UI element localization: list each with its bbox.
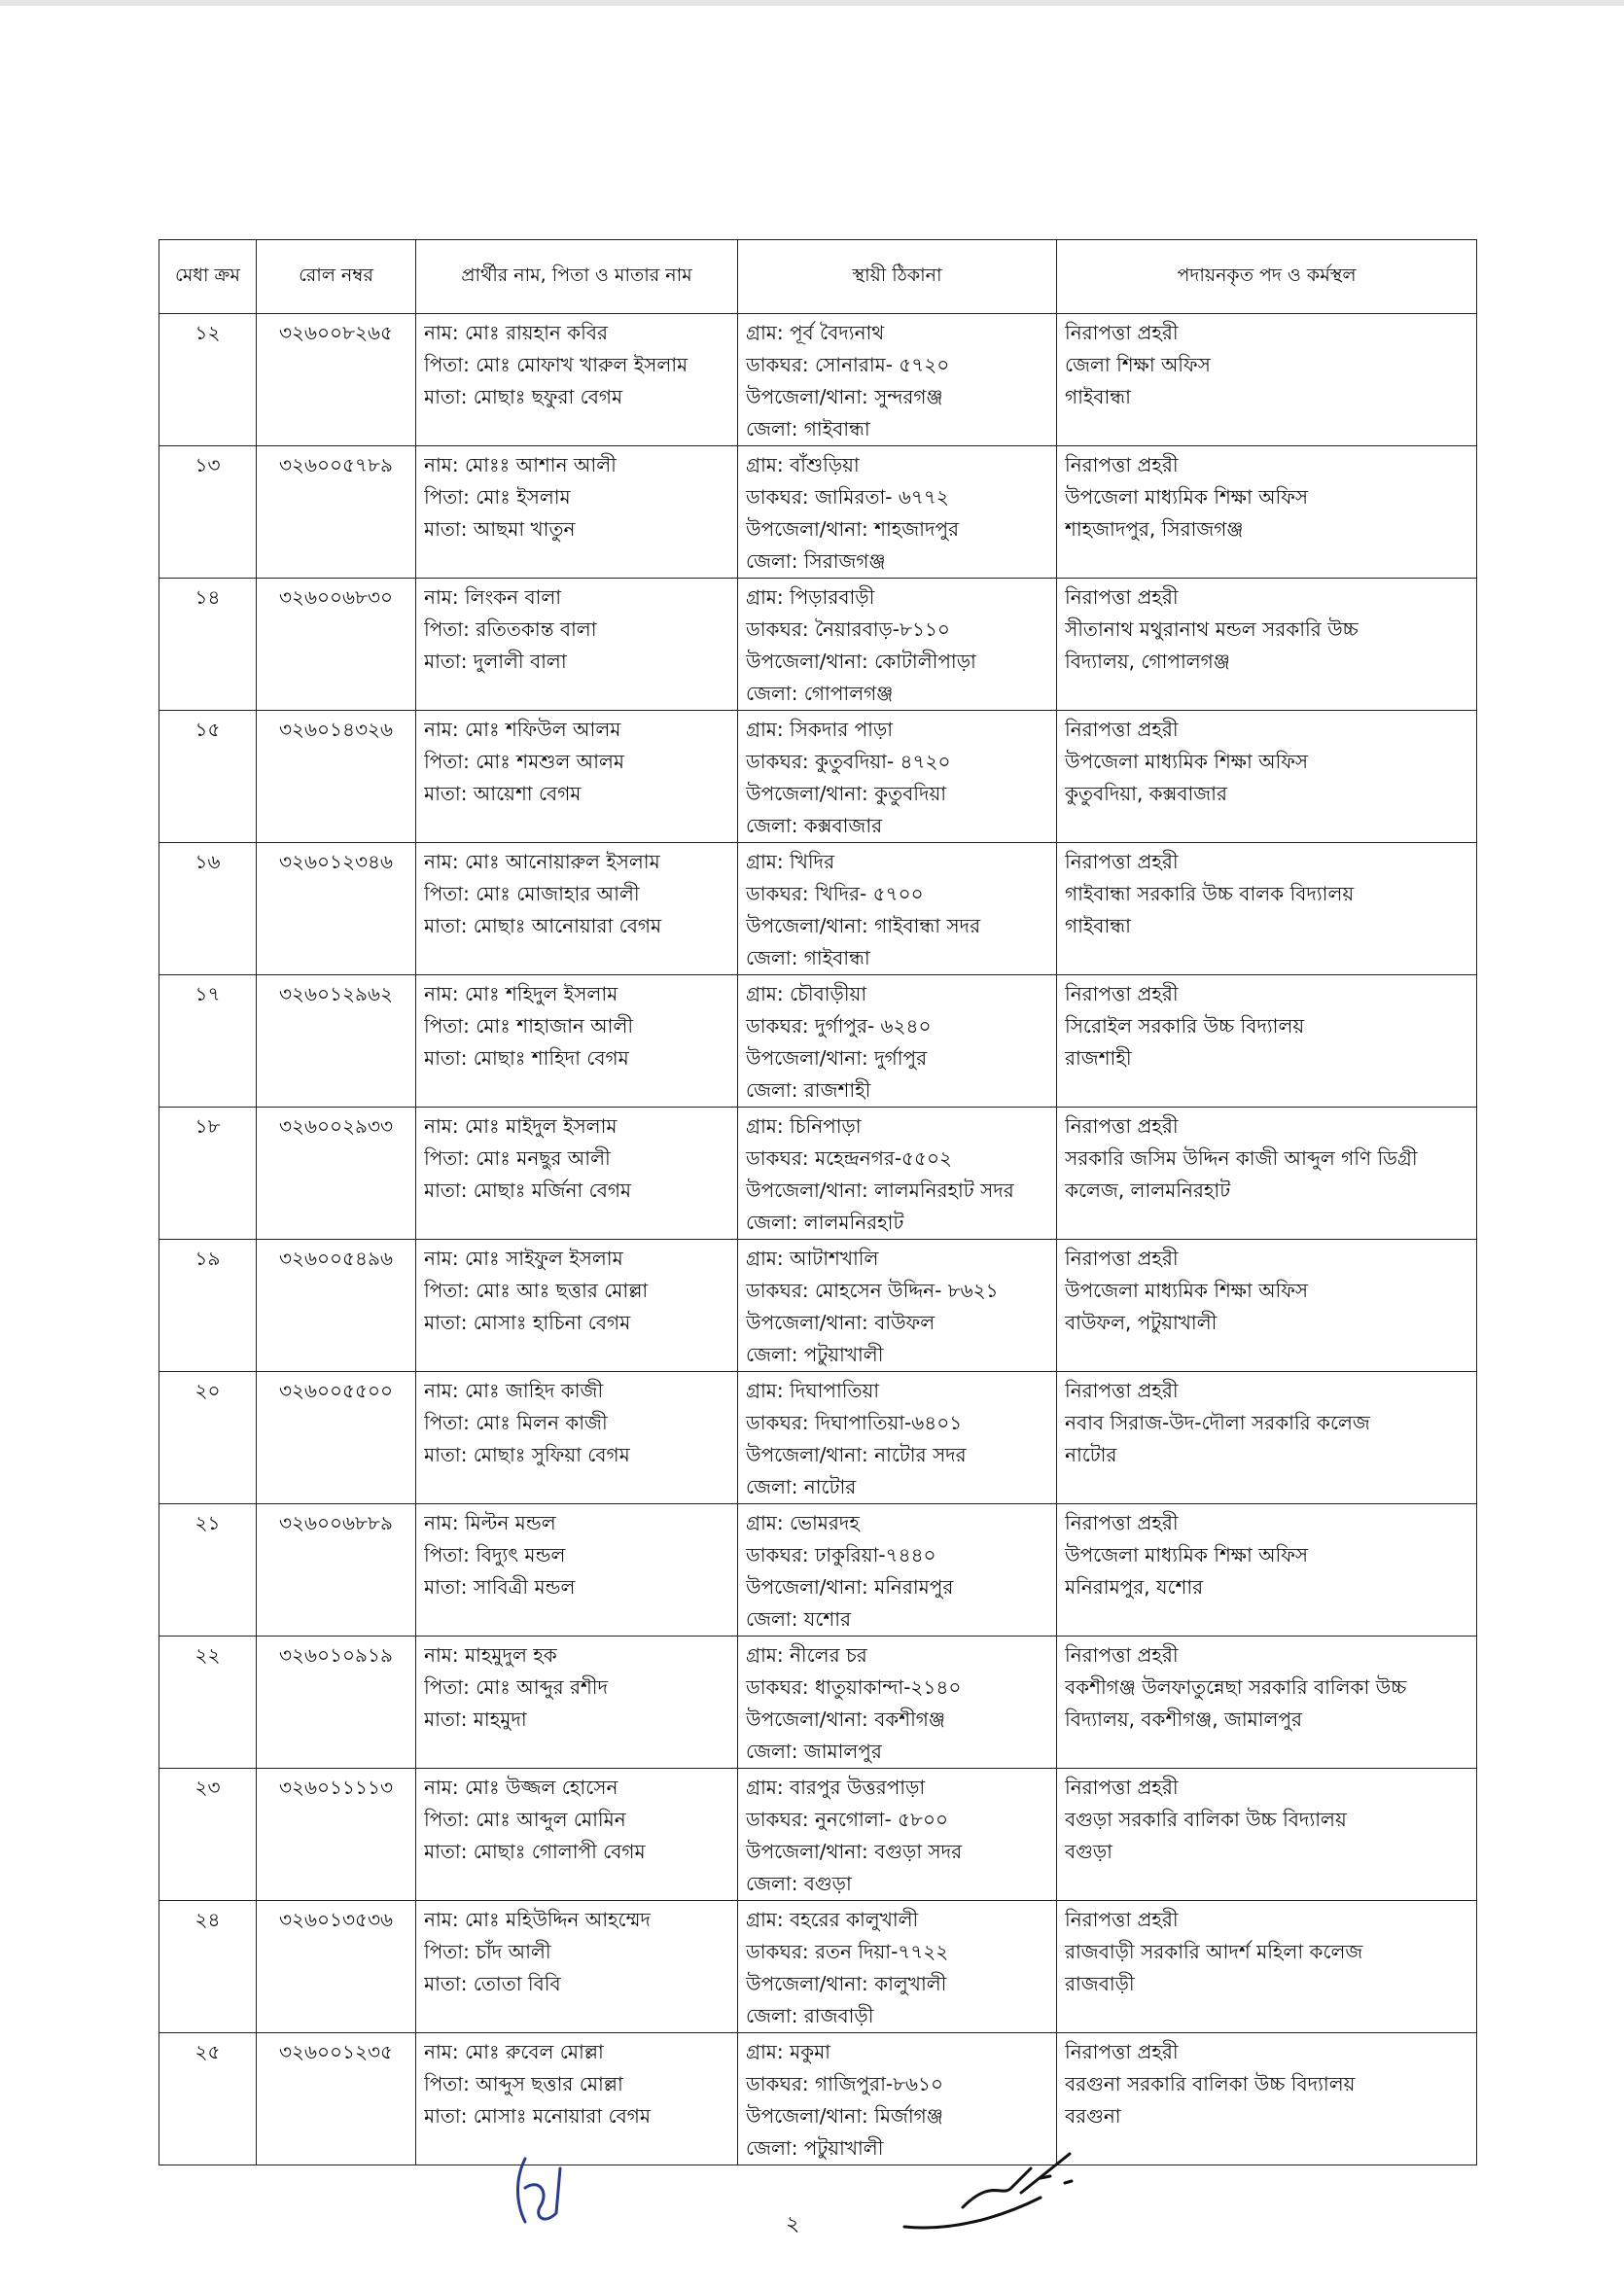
- address-line: গ্রাম: খিদির: [746, 850, 835, 873]
- posting-line: নিরাপত্তা প্রহরী: [1065, 982, 1179, 1005]
- address-line: জেলা: বগুড়া: [746, 1872, 852, 1895]
- address-line: জেলা: রাজশাহী: [746, 1078, 871, 1102]
- posting-line: উপজেলা মাধ্যমিক শিক্ষা অফিস: [1065, 1279, 1309, 1302]
- address-line: ডাকঘর: খিদির- ৫৭০০: [746, 882, 924, 905]
- table-header-row: [159, 240, 1477, 314]
- posting-line: বগুড়া সরকারি বালিকা উচ্চ বিদ্যালয়: [1065, 1808, 1347, 1831]
- address-line: ডাকঘর: দুর্গাপুর- ৬২৪০: [746, 1014, 932, 1038]
- address-line: গ্রাম: ভোমরদহ: [746, 1511, 860, 1534]
- address-line: উপজেলা/থানা: গাইবান্ধা সদর: [746, 914, 981, 937]
- roll-cell: ৩২৬০০৫৪৯৬: [257, 1240, 416, 1372]
- address-line: উপজেলা/থানা: বাউফল: [746, 1311, 936, 1334]
- address-line: গ্রাম: বহরের কালুখালী: [746, 1908, 919, 1931]
- posting-line: রাজবাড়ী: [1065, 1972, 1135, 1995]
- header-merit: মেধা ক্রম: [159, 240, 257, 314]
- posting-line: কুতুবদিয়া, কক্সবাজার: [1065, 782, 1227, 805]
- posting-line: নাটোর: [1065, 1443, 1117, 1466]
- address-line: গ্রাম: আটাশখালি: [746, 1247, 879, 1270]
- candidate-line: নাম: মোঃ মহিউদ্দিন আহম্মেদ: [424, 1908, 651, 1931]
- address-cell: [738, 579, 1057, 711]
- address-line: ডাকঘর: মোহসেন উদ্দিন- ৮৬২১: [746, 1279, 999, 1302]
- merit-cell: ২২: [159, 1637, 257, 1769]
- posting-line: বকশীগঞ্জ উলফাতুন্নেছা সরকারি বালিকা উচ্চ: [1065, 1675, 1407, 1699]
- candidate-line: পিতা: চাঁদ আলী: [424, 1940, 551, 1963]
- merit-cell: ১৪: [159, 579, 257, 711]
- address-line: গ্রাম: পূর্ব বৈদ্যনাথ: [746, 321, 885, 344]
- posting-line: নিরাপত্তা প্রহরী: [1065, 1379, 1179, 1402]
- merit-cell: ২১: [159, 1504, 257, 1637]
- candidate-line: মাতা: মোসাঃ হাচিনা বেগম: [424, 1311, 631, 1334]
- posting-line: নিরাপত্তা প্রহরী: [1065, 1114, 1179, 1138]
- address-line: উপজেলা/থানা: বগুড়া সদর: [746, 1840, 963, 1863]
- posting-line: মনিরামপুর, যশোর: [1065, 1575, 1204, 1599]
- address-line: জেলা: পটুয়াখালী: [746, 1343, 884, 1366]
- header-roll: রোল নম্বর: [257, 240, 416, 314]
- address-line: জেলা: গোপালগঞ্জ: [746, 682, 894, 705]
- candidate-line: পিতা: মোঃ শমশুল আলম: [424, 750, 624, 773]
- candidate-cell: [416, 446, 738, 579]
- candidate-line: মাতা: মোসাঃ মনোয়ারা বেগম: [424, 2104, 651, 2128]
- table-row: [159, 1108, 1477, 1240]
- candidate-line: পিতা: মোঃ ইসলাম: [424, 485, 571, 509]
- table-body: [159, 314, 1477, 2165]
- merit-cell: ১৮: [159, 1108, 257, 1240]
- posting-cell: [1057, 975, 1477, 1108]
- address-line: উপজেলা/থানা: সুন্দরগঞ্জ: [746, 385, 943, 408]
- merit-cell: ২৪: [159, 1901, 257, 2033]
- posting-line: নিরাপত্তা প্রহরী: [1065, 1908, 1179, 1931]
- posting-line: নিরাপত্তা প্রহরী: [1065, 1511, 1179, 1534]
- table-row: [159, 1901, 1477, 2033]
- candidate-line: নাম: মাহমুদুল হক: [424, 1643, 557, 1667]
- address-line: উপজেলা/থানা: কুতুবদিয়া: [746, 782, 947, 805]
- candidate-cell: [416, 314, 738, 446]
- roll-cell: ৩২৬০১৩৫৩৬: [257, 1901, 416, 2033]
- posting-cell: [1057, 1769, 1477, 1901]
- candidate-cell: [416, 1637, 738, 1769]
- address-line: ডাকঘর: ধাতুয়াকান্দা-২১৪০: [746, 1675, 962, 1699]
- posting-line: উপজেলা মাধ্যমিক শিক্ষা অফিস: [1065, 485, 1309, 509]
- address-line: গ্রাম: নীলের চর: [746, 1643, 867, 1667]
- roll-cell: ৩২৬০০৮২৬৫: [257, 314, 416, 446]
- candidate-line: পিতা: মোঃ মনছুর আলী: [424, 1146, 611, 1170]
- address-line: উপজেলা/থানা: কালুখালী: [746, 1972, 947, 1995]
- posting-line: নিরাপত্তা প্রহরী: [1065, 453, 1179, 476]
- address-line: জেলা: জামালপুর: [746, 1740, 882, 1763]
- merit-cell: ২৫: [159, 2033, 257, 2165]
- address-line: গ্রাম: চিনিপাড়া: [746, 1114, 862, 1138]
- posting-cell: [1057, 314, 1477, 446]
- posting-cell: [1057, 1901, 1477, 2033]
- address-line: গ্রাম: বারপুর উত্তরপাড়া: [746, 1776, 926, 1799]
- merit-cell: ১৬: [159, 843, 257, 975]
- candidate-line: মাতা: মোছাঃ আনোয়ারা বেগম: [424, 914, 662, 937]
- address-line: ডাকঘর: জামিরতা- ৬৭৭২: [746, 485, 949, 509]
- candidate-line: নাম: মোঃ রায়হান কবির: [424, 321, 609, 344]
- candidate-line: পিতা: মোঃ শাহাজান আলী: [424, 1014, 634, 1038]
- merit-cell: ১২: [159, 314, 257, 446]
- posting-table: [159, 239, 1477, 2165]
- roll-cell: ৩২৬০০৬৮৩০: [257, 579, 416, 711]
- address-line: ডাকঘর: নুনগোলা- ৫৮০০: [746, 1808, 949, 1831]
- table-row: [159, 446, 1477, 579]
- address-line: জেলা: নাটোর: [746, 1475, 857, 1498]
- roll-cell: ৩২৬০০৬৮৮৯: [257, 1504, 416, 1637]
- address-cell: [738, 314, 1057, 446]
- candidate-cell: [416, 1240, 738, 1372]
- candidate-line: নাম: মোঃ মাইদুল ইসলাম: [424, 1114, 618, 1138]
- roll-cell: ৩২৬০০১২৩৫: [257, 2033, 416, 2165]
- candidate-line: পিতা: মোঃ মোজাহার আলী: [424, 882, 640, 905]
- merit-cell: ২৩: [159, 1769, 257, 1901]
- roll-cell: ৩২৬০১০৯১৯: [257, 1637, 416, 1769]
- address-line: ডাকঘর: সোনারাম- ৫৭২০: [746, 353, 950, 376]
- address-cell: [738, 1372, 1057, 1504]
- address-line: জেলা: গাইবান্ধা: [746, 946, 870, 969]
- address-cell: [738, 1901, 1057, 2033]
- address-line: গ্রাম: দিঘাপাতিয়া: [746, 1379, 880, 1402]
- roll-cell: ৩২৬০১২৩৪৬: [257, 843, 416, 975]
- candidate-line: মাতা: দুলালী বালা: [424, 650, 567, 673]
- posting-line: নিরাপত্তা প্রহরী: [1065, 2040, 1179, 2063]
- candidate-line: মাতা: তোতা বিবি: [424, 1972, 561, 1995]
- address-cell: [738, 843, 1057, 975]
- posting-line: বরগুনা: [1065, 2104, 1121, 2128]
- address-line: উপজেলা/থানা: শাহজাদপুর: [746, 517, 960, 541]
- posting-line: জেলা শিক্ষা অফিস: [1065, 353, 1211, 376]
- officer-signature: [895, 2139, 1147, 2246]
- address-line: জেলা: রাজবাড়ী: [746, 2004, 874, 2027]
- candidate-line: পিতা: রতিতকান্ত বালা: [424, 617, 597, 641]
- candidate-line: মাতা: মোছাঃ সুফিয়া বেগম: [424, 1443, 630, 1466]
- posting-line: উপজেলা মাধ্যমিক শিক্ষা অফিস: [1065, 1543, 1309, 1566]
- posting-cell: [1057, 843, 1477, 975]
- candidate-line: মাতা: আয়েশা বেগম: [424, 782, 582, 805]
- candidate-line: পিতা: বিদ্যুৎ মন্ডল: [424, 1543, 566, 1566]
- posting-line: বিদ্যালয়, বকশীগঞ্জ, জামালপুর: [1065, 1707, 1303, 1731]
- posting-cell: [1057, 579, 1477, 711]
- candidate-line: নাম: লিংকন বালা: [424, 585, 562, 609]
- roll-cell: ৩২৬০১৪৩২৬: [257, 711, 416, 843]
- candidate-line: মাতা: সাবিত্রী মন্ডল: [424, 1575, 576, 1599]
- candidate-line: পিতা: মোঃ মোফাখ খারুল ইসলাম: [424, 353, 688, 376]
- posting-line: গাইবান্ধা: [1065, 385, 1131, 408]
- initial-signature: [496, 2149, 574, 2236]
- candidate-cell: [416, 975, 738, 1108]
- address-cell: [738, 711, 1057, 843]
- table-row: [159, 1240, 1477, 1372]
- roll-cell: ৩২৬০০৫৭৮৯: [257, 446, 416, 579]
- address-cell: [738, 1108, 1057, 1240]
- address-line: উপজেলা/থানা: লালমনিরহাট সদর: [746, 1179, 1014, 1202]
- address-line: গ্রাম: সিকদার পাড়া: [746, 718, 894, 741]
- candidate-line: নাম: মোঃঃ আশান আলী: [424, 453, 617, 476]
- table-row: [159, 1372, 1477, 1504]
- address-line: জেলা: সিরাজগঞ্জ: [746, 549, 886, 573]
- address-line: গ্রাম: পিড়ারবাড়ী: [746, 585, 875, 609]
- address-cell: [738, 1504, 1057, 1637]
- candidate-cell: [416, 1901, 738, 2033]
- candidate-line: নাম: মোঃ শহিদুল ইসলাম: [424, 982, 618, 1005]
- address-line: জেলা: লালমনিরহাট: [746, 1211, 904, 1234]
- address-line: জেলা: কক্সবাজার: [746, 814, 883, 837]
- address-line: ডাকঘর: নৈয়ারবাড়-৮১১০: [746, 617, 950, 641]
- candidate-cell: [416, 1504, 738, 1637]
- posting-line: নিরাপত্তা প্রহরী: [1065, 321, 1179, 344]
- merit-cell: ১৫: [159, 711, 257, 843]
- address-cell: [738, 975, 1057, 1108]
- posting-line: নিরাপত্তা প্রহরী: [1065, 1776, 1179, 1799]
- address-line: জেলা: গাইবান্ধা: [746, 417, 870, 440]
- table-row: [159, 579, 1477, 711]
- candidate-line: পিতা: আব্দুস ছত্তার মোল্লা: [424, 2072, 623, 2095]
- posting-cell: [1057, 1240, 1477, 1372]
- roll-cell: ৩২৬০১২৯৬২: [257, 975, 416, 1108]
- candidate-line: মাতা: মোছাঃ শাহিদা বেগম: [424, 1046, 629, 1070]
- header-address: স্থায়ী ঠিকানা: [738, 240, 1057, 314]
- merit-cell: ১৩: [159, 446, 257, 579]
- posting-line: শাহজাদপুর, সিরাজগঞ্জ: [1065, 517, 1244, 541]
- posting-line: নবাব সিরাজ-উদ-দৌলা সরকারি কলেজ: [1065, 1411, 1370, 1434]
- posting-line: নিরাপত্তা প্রহরী: [1065, 585, 1179, 609]
- candidate-line: নাম: মিল্টন মন্ডল: [424, 1511, 556, 1534]
- address-cell: [738, 1637, 1057, 1769]
- address-line: ডাকঘর: রতন দিয়া-৭৭২২: [746, 1940, 949, 1963]
- header-posting: পদায়নকৃত পদ ও কর্মস্থল: [1057, 240, 1477, 314]
- posting-cell: [1057, 1372, 1477, 1504]
- address-cell: [738, 446, 1057, 579]
- table-row: [159, 711, 1477, 843]
- address-line: উপজেলা/থানা: মনিরামপুর: [746, 1575, 954, 1599]
- address-line: জেলা: যশোর: [746, 1607, 851, 1631]
- candidate-line: পিতা: মোঃ আব্দুর রশীদ: [424, 1675, 609, 1699]
- candidate-cell: [416, 711, 738, 843]
- candidate-line: নাম: মোঃ রুবেল মোল্লা: [424, 2040, 604, 2063]
- table-row: [159, 2033, 1477, 2165]
- candidate-line: মাতা: মোছাঃ মর্জিনা বেগম: [424, 1179, 632, 1202]
- table-row: [159, 843, 1477, 975]
- candidate-cell: [416, 1769, 738, 1901]
- candidate-line: পিতা: মোঃ মিলন কাজী: [424, 1411, 608, 1434]
- posting-line: রাজবাড়ী সরকারি আদর্শ মহিলা কলেজ: [1065, 1940, 1363, 1963]
- candidate-line: নাম: মোঃ জাহিদ কাজী: [424, 1379, 604, 1402]
- candidate-cell: [416, 1372, 738, 1504]
- address-line: উপজেলা/থানা: মির্জাগঞ্জ: [746, 2104, 943, 2128]
- address-line: ডাকঘর: ঢাকুরিয়া-৭৪৪০: [746, 1543, 936, 1566]
- table-row: [159, 1769, 1477, 1901]
- posting-line: গাইবান্ধা: [1065, 914, 1131, 937]
- address-line: উপজেলা/থানা: বকশীগঞ্জ: [746, 1707, 945, 1731]
- table-row: [159, 1637, 1477, 1769]
- address-line: গ্রাম: মকুমা: [746, 2040, 830, 2063]
- page-number: ২: [786, 2212, 800, 2236]
- posting-line: বাউফল, পটুয়াখালী: [1065, 1311, 1218, 1334]
- address-line: ডাকঘর: গাজিপুরা-৮৬১০: [746, 2072, 944, 2095]
- posting-cell: [1057, 1504, 1477, 1637]
- posting-line: নিরাপত্তা প্রহরী: [1065, 1643, 1179, 1667]
- posting-line: সরকারি জসিম উদ্দিন কাজী আব্দুল গণি ডিগ্রী: [1065, 1146, 1418, 1170]
- roll-cell: ৩২৬০১১১১৩: [257, 1769, 416, 1901]
- roll-cell: ৩২৬০০৫৫০০: [257, 1372, 416, 1504]
- posting-line: নিরাপত্তা প্রহরী: [1065, 850, 1179, 873]
- merit-cell: ১৭: [159, 975, 257, 1108]
- posting-line: নিরাপত্তা প্রহরী: [1065, 718, 1179, 741]
- posting-line: গাইবান্ধা সরকারি উচ্চ বালক বিদ্যালয়: [1065, 882, 1355, 905]
- candidate-cell: [416, 2033, 738, 2165]
- candidate-line: পিতা: মোঃ আব্দুল মোমিন: [424, 1808, 626, 1831]
- roll-cell: ৩২৬০০২৯৩৩: [257, 1108, 416, 1240]
- candidate-cell: [416, 579, 738, 711]
- posting-line: বগুড়া: [1065, 1840, 1112, 1863]
- table-row: [159, 314, 1477, 446]
- table-row: [159, 975, 1477, 1108]
- posting-line: বিদ্যালয়, গোপালগঞ্জ: [1065, 650, 1230, 673]
- posting-cell: [1057, 711, 1477, 843]
- address-line: গ্রাম: চৌবাড়ীয়া: [746, 982, 867, 1005]
- address-line: গ্রাম: বাঁশুড়িয়া: [746, 453, 860, 476]
- address-line: ডাকঘর: দিঘাপাতিয়া-৬৪০১: [746, 1411, 963, 1434]
- posting-line: কলেজ, লালমনিরহাট: [1065, 1179, 1231, 1202]
- merit-cell: ২০: [159, 1372, 257, 1504]
- candidate-line: মাতা: মাহমুদা: [424, 1707, 527, 1731]
- posting-line: বরগুনা সরকারি বালিকা উচ্চ বিদ্যালয়: [1065, 2072, 1356, 2095]
- posting-cell: [1057, 1108, 1477, 1240]
- address-cell: [738, 1240, 1057, 1372]
- posting-cell: [1057, 1637, 1477, 1769]
- candidate-line: মাতা: মোছাঃ ছফুরা বেগম: [424, 385, 623, 408]
- candidate-line: মাতা: মোছাঃ গোলাপী বেগম: [424, 1840, 646, 1863]
- candidate-line: নাম: মোঃ উজ্জল হোসেন: [424, 1776, 618, 1799]
- candidate-line: নাম: মোঃ আনোয়ারুল ইসলাম: [424, 850, 660, 873]
- candidate-cell: [416, 1108, 738, 1240]
- candidate-line: নাম: মোঃ সাইফুল ইসলাম: [424, 1247, 623, 1270]
- posting-line: সীতানাথ মথুরানাথ মন্ডল সরকারি উচ্চ: [1065, 617, 1359, 641]
- posting-line: নিরাপত্তা প্রহরী: [1065, 1247, 1179, 1270]
- posting-cell: [1057, 446, 1477, 579]
- posting-line: উপজেলা মাধ্যমিক শিক্ষা অফিস: [1065, 750, 1309, 773]
- address-line: জেলা: পটুয়াখালী: [746, 2136, 884, 2160]
- address-line: ডাকঘর: কুতুবদিয়া- ৪৭২০: [746, 750, 951, 773]
- merit-cell: ১৯: [159, 1240, 257, 1372]
- address-cell: [738, 1769, 1057, 1901]
- posting-line: রাজশাহী: [1065, 1046, 1132, 1070]
- header-name: প্রার্থীর নাম, পিতা ও মাতার নাম: [416, 240, 738, 314]
- candidate-cell: [416, 843, 738, 975]
- table-row: [159, 1504, 1477, 1637]
- candidate-line: নাম: মোঃ শফিউল আলম: [424, 718, 621, 741]
- address-line: উপজেলা/থানা: কোটালীপাড়া: [746, 650, 976, 673]
- posting-line: সিরোইল সরকারি উচ্চ বিদ্যালয়: [1065, 1014, 1305, 1038]
- address-line: উপজেলা/থানা: দুর্গাপুর: [746, 1046, 928, 1070]
- posting-table-container: [159, 239, 1476, 2165]
- address-line: ডাকঘর: মহেন্দ্রনগর-৫৫০২: [746, 1146, 953, 1170]
- scan-edge: [0, 0, 1624, 6]
- candidate-line: পিতা: মোঃ আঃ ছত্তার মোল্লা: [424, 1279, 649, 1302]
- address-line: উপজেলা/থানা: নাটোর সদর: [746, 1443, 967, 1466]
- candidate-line: মাতা: আছমা খাতুন: [424, 517, 576, 541]
